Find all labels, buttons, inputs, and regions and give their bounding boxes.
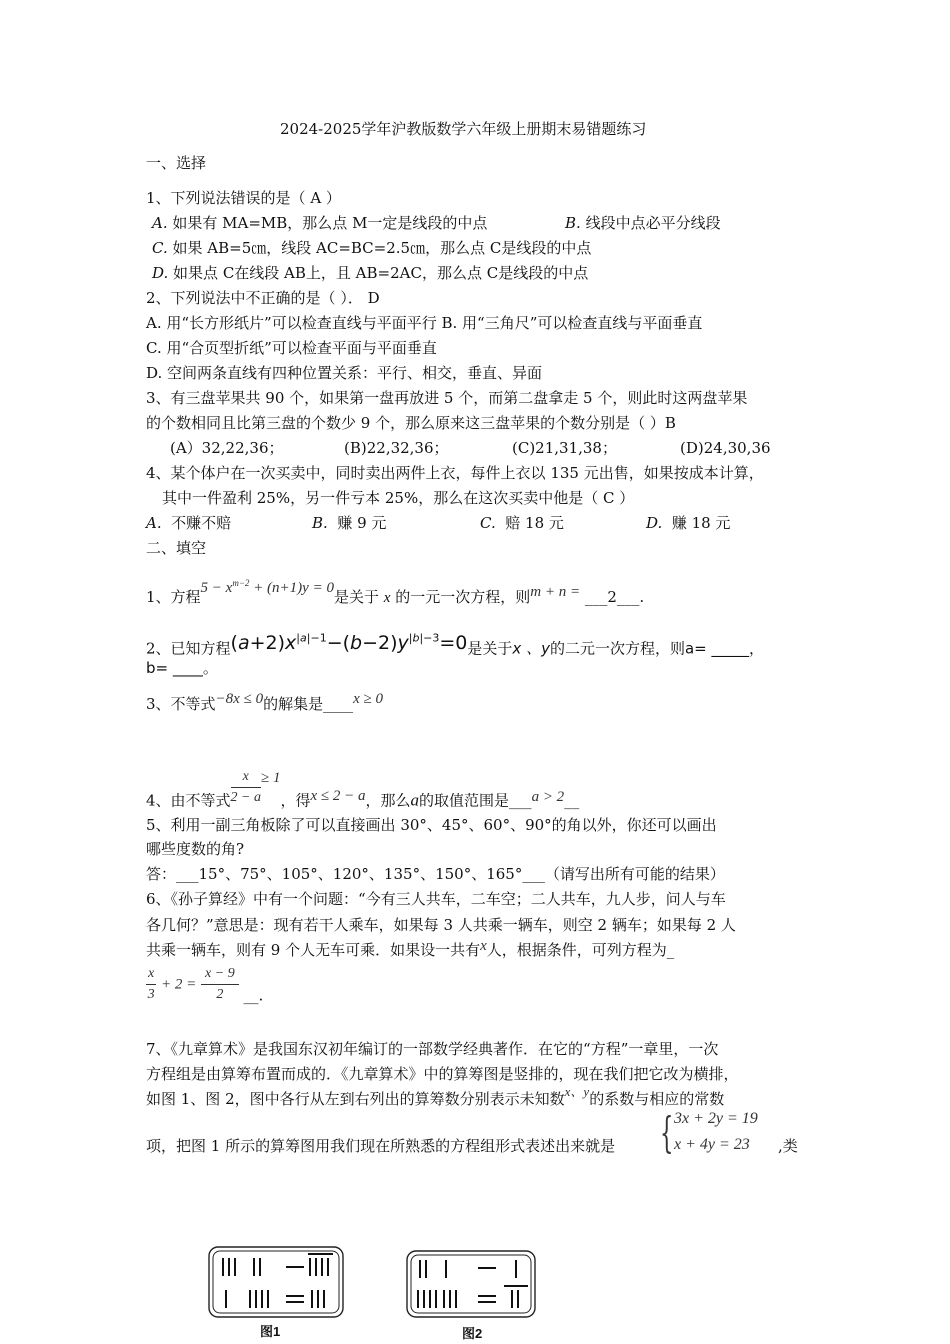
q4-option-d: D. 赚 18 元 [646,514,731,532]
fill1-equation: $5 - x^{m-2} + (n+1)y = 0$ [200,578,334,596]
q1-option-c: C. 如果 AB=5㎝，线段 AC=BC=2.5㎝，那么点 C是线段的中点 [152,239,592,257]
q3-line2: 的个数相同且比第三盘的个数少 9 个，那么原来这三盘苹果的个数分别是（ ）B [146,414,676,432]
fill5-line1: 5、利用一副三角板除了可以直接画出 30°、45°、60°、90°的角以外，你还可以画出 [146,816,717,834]
fill7-line4-tail: ,类 [778,1137,798,1155]
q2-options-ab: A. 用“长方形纸片”可以检查直线与平面平行 B. 用“三角尺”可以检查直线与平面垂直 [146,314,703,332]
q4-line2: 其中一件盈利 25%，另一件亏本 25%，那么在这次买卖中他是（ C ） [162,489,635,507]
fill4-answer: a > 2 [531,788,565,805]
q1-option-b: B. 线段中点必平分线段 [565,214,721,232]
q3-option-a: (A）32,22,36； [170,439,284,457]
section-fill-heading: 二、填空 [146,539,207,557]
fill7-line1: 7、《九章算术》是我国东汉初年编订的一部数学经典著作．在它的“方程”一章里，一次 [146,1040,719,1058]
fill7-line3: 如图 1、图 2，图中各行从左到右列出的算筹数分别表示未知数x、y的系数与相应的常数 [146,1084,725,1108]
q4-option-a: A. 不赚不赔 [146,514,232,532]
fill6-line2: 各几何？”意思是：现有若干人乘车，如果每 3 人共乘一辆车，则空 2 辆车；如果每 2 人 [146,916,736,934]
fill7-equation-system: { 3x + 2y = 19 x + 4y = 23 [660,1108,758,1157]
fill7-line4: 项，把图 1 所示的算筹图用我们现在所熟悉的方程组形式表述出来就是 [146,1137,616,1155]
fill6-line1: 6、《孙子算经》中有一个问题：“今有三人共车，二车空；二人共车，九人步，问人与车 [146,890,726,908]
q4-option-b: B. 赚 9 元 [312,514,387,532]
q1-option-a: A. 如果有 MA=MB，那么点 M一定是线段的中点 [152,214,488,232]
counting-rod-figure-2 [406,1250,536,1318]
q1-option-d: D. 如果点 C在线段 AB上，且 AB=2AC，那么点 C是线段的中点 [152,264,589,282]
fill3-answer: x ≥ 0 [353,691,383,707]
fill5-answer: 答：___15°、75°、105°、120°、135°、150°、165°___（请写出所有可能的结果） [146,865,725,883]
fill7-eq1: 3x + 2y = 19 [674,1110,758,1127]
counting-rod-figure-1 [208,1246,344,1318]
q3-option-c: (C)21,31,38； [512,439,617,457]
q3-option-b: (B)22,32,36； [344,439,449,457]
fill4-fraction: $\frac{x}{2 - a}$ [230,769,261,805]
figure1-label: 图1 [260,1324,281,1339]
fill5-line2: 哪些度数的角? [146,840,245,858]
figure1-frame [209,1247,343,1317]
fill6-line3: 共乘一辆车，则有 9 个人无车可乘．如果设一共有x人，根据条件，可列方程为_ [146,938,675,959]
fill2-b: b= ____。 [146,659,218,677]
fill1: 1、方程$5 - x^{m-2} + (n+1)y = 0$是关于 x 的一元一次方程，则m + n = ___2___. [146,578,645,606]
section-choice-heading: 一、选择 [146,154,207,172]
page-title: 2024-2025学年沪教版数学六年级上册期末易错题练习 [280,120,647,138]
fill4: 4、由不等式 $\frac{x}{2 - a}$ ≥ 1，得x ≤ 2 − a，那么a的取值范围是___a > 2__ [146,769,580,810]
q4-line1: 4、某个体户在一次买卖中，同时卖出两件上衣，每件上衣以 135 元出售，如果按成本计算， [146,464,764,482]
fill6-equation: $\frac{x}{3}$ + 2 = $\frac{x - 9}{2}$ __. [147,966,264,1005]
fill3-inequality: −8x ≤ 0 [215,691,264,707]
q1-stem: 1、下列说法错误的是（ A ） [146,189,341,207]
figure2-label: 图2 [462,1326,483,1341]
fill3: 3、不等式−8x ≤ 0的解集是____x ≥ 0 [146,691,383,713]
fill7-eq2: x + 4y = 23 [674,1136,750,1153]
fill2-equation: $(a+2)x^{|a|-1}-(b-2)y^{|b|-3}=0$ [230,632,468,655]
q2-option-c: C. 用“合页型折纸”可以检查平面与平面垂直 [146,339,437,357]
q3-option-d: (D)24,30,36 [680,439,771,457]
fill2: 2、已知方程$(a+2)x^{|a|-1}-(b-2)y^{|b|-3}=0$是关于x 、y的二元一次方程，则a= _____， [146,632,764,658]
q2-stem: 2、下列说法中不正确的是（ ）． D [146,289,380,307]
figure1-inner-frame [213,1251,339,1313]
fill4-result: x ≤ 2 − a [310,787,366,804]
q3-line1: 3、有三盘苹果共 90 个，如果第一盘再放进 5 个，而第二盘拿走 5 个，则此时这两盘苹果 [146,389,748,407]
fill1-expression: m + n = [530,584,581,600]
fill7-line2: 方程组是由算筹布置而成的．《九章算术》中的算筹图是竖排的，现在我们把它改为横排， [146,1065,739,1083]
q2-option-d: D. 空间两条直线有四种位置关系：平行、相交，垂直、异面 [146,364,543,382]
q4-option-c: C. 赔 18 元 [480,514,564,532]
